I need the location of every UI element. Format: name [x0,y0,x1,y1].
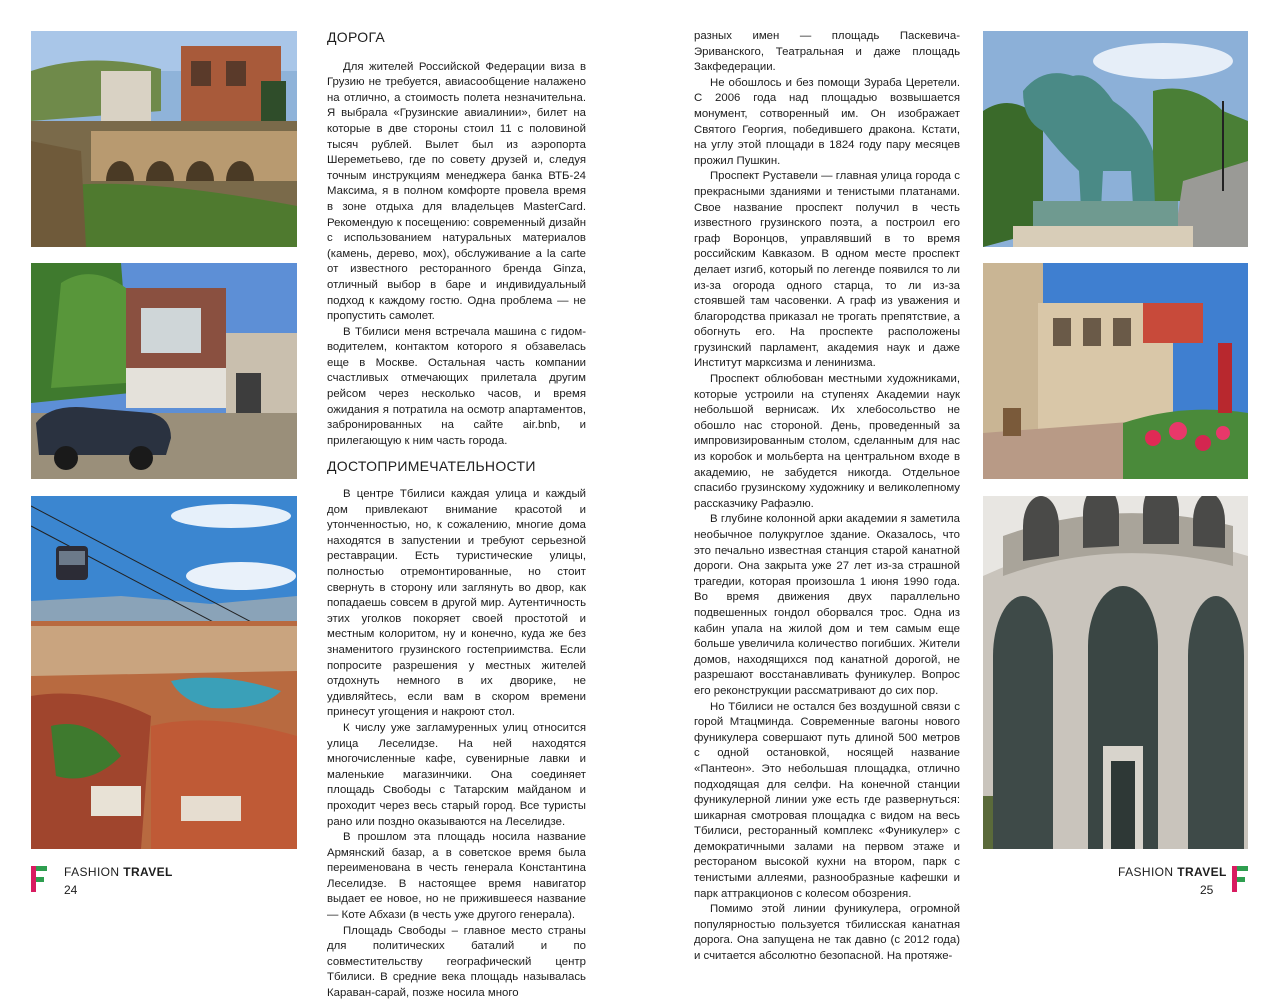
left-text-column [327,30,586,1002]
photo-round-building [983,496,1248,849]
footer-brand-fashion: FASHION [64,865,120,879]
photo-old-town-bridge [31,31,297,247]
paragraph: Проспект облюбован местными художниками, которые устроили на ступенях Академии наук небольшой вернисаж. Их хлебосольство не обошло нас стороной. День, проведенный за импровизированным столом, сделанным для нас из коробок и мольберта на центральном входе в академию, не забудется никогда. Отдельное спасибо грузинскому художнику и великолепному рассказчику Рафаэлю. [694,373,960,510]
paragraph: разных имен — площадь Паскевича-Эриванского, Театральная и даже площадь Закфедерации. [694,30,960,74]
magazine-logo [1232,866,1248,892]
paragraph: Но Тбилиси не остался без воздушной связи с горой Мтацминда. Современные вагоны нового фуникулера совершают путь длиной 500 метров с одной остановкой, носящей название «Пантеон». Это небольшая площадка, отлично подходящая для селфи. На конечной станции фуникулерной линии уже есть где развернуться: шикарная смотровая площадка с видом на весь Тбилиси, ресторанный комплекс «Фуникулер» с демократичными залами на первом этаже и рестораном высокой кухни на втором, парк с тенистыми аллеями, разнообразные кафешки и парк аттракционов с колесом обозрения. [694,700,960,900]
paragraph: Проспект Руставели — главная улица города с прекрасными зданиями и тенистыми платанами. Свое название проспект получил в честь известного грузинского поэта, а построил его граф Воронцов, управлявший в то время российским Кавказом. В одном месте проспект делает изгиб, который по легенде появился то ли из-за огорода одного старца, то ли из-за стоявшей там часовенки. А граф из уважения и благородства приказал не трогать препятствие, а обогнуть его. На проспекте расположены грузинский парламент, академия наук и даже Институт марксизма и ленинизма. [694,170,960,370]
paragraph: Площадь Свободы – главное место страны для политических баталий и по совместительству географический центр Тбилиси. В средние века площадь называлась Караван-сарай, позже носила много [327,924,586,1000]
right-page [640,0,1280,963]
paragraph: В центре Тбилиси каждая улица и каждый дом привлекают внимание красотой и утонченностью, но, к сожалению, многие дома находятся в запустении и требуют серьезной реставрации. Есть туристические улицы, полностью отремонтированные, но стоит свернуть в сторону или заглянуть во двор, как попадаешь совсем в другой мир. Аутентичность этих уголков покоряет своей простотой и местным колоритом, ну и конечно, куда же без знаменитого грузинского гостеприимства. Если попросите разрешения у местных жителей отдохнуть немного в их дворике, не удивляйтесь, если вам в скором времени принесут угощения и накроют стол. [327,488,586,719]
photo-courtyard-car [31,263,297,479]
paragraph: Помимо этой линии фуникулера, огромной популярностью пользуется тбилисская канатная дорога. Она запущена не так давно (с 2012 года) и считается абсолютно безопасной. На протяже- [694,903,960,963]
footer-brand [64,865,173,879]
paragraph: Для жителей Российской Федерации виза в Грузию не требуется, авиасообщение налажено на отлично, а стоимость полета незначительна. Я выбрала «Грузинские авиалинии», билет на которые в две стороны стоил 11 с половиной тысяч рублей. Вылет был из аэропорта Шереметьево, где по совету друзей и, следуя точным инструкциям менеджера банка ВТБ-24 Максима, я в полном комфорте провела время в зоне отдыха для владельцев MasterCard. Рекомендую к посещению: современный дизайн с использованием натуральных материалов (камень, дерево, мох), обслуживание a la carte от известного ресторанного бренда Ginza, отличный выбор в баре и индивидуальный подход к каждому гостю. Одна проблема — не пропустить самолет. [327,60,586,323]
section-title-sights: ДОСТОПРИМЕЧАТЕЛЬНОСТИ [327,458,536,475]
photo-street-flowers [983,263,1248,479]
right-text-column [694,29,960,965]
paragraph: В глубине колонной арки академии я заметила необычное полукруглое здание. Оказалось, что это печально известная станция старой канатной дороги. Она закрыта уже 27 лет из-за страшной трагедии, которая произошла 1 июня 1990 года. Во время движения двух параллельно подвешенных гондол оборвался трос. Одна из кабин упала на жилой дом и тем самым еще больше увеличила количество погибших. Жители домов, находящихся под канатной дорогой, не разрешают восстанавливать фуникулер. Вопрос его реконструкции рассматривают до сих пор. [694,513,960,697]
footer-brand-travel: TRAVEL [123,865,173,879]
photo-cable-car-city [31,496,297,849]
magazine-logo [31,866,47,892]
footer-brand-travel: TRAVEL [1177,865,1227,879]
photo-lion-statue [983,31,1248,247]
section-title-road: ДОРОГА [327,29,386,45]
paragraph: В Тбилиси меня встречала машина с гидом-водителем, контактом которого я обзавелась еще в Москве. Остальная часть компании счастливых отмечающих прилетала другим рейсом через несколько часов, и время ожидания я потратила на осмотр апартаментов, забронированных на сайте air.bnb, и прилегающую к ним часть города. [327,325,586,447]
footer-brand [1118,865,1227,879]
left-page [0,0,640,1000]
paragraph: В прошлом эта площадь носила название Армянский базар, а в советское время была переименована в честь генерала Константина Леселидзе. В настоящее время навигатор выдает ее новое, но не прижившееся название — Коте Абхази (в честь уже другого генерала). [327,831,586,922]
footer-brand-fashion: FASHION [1118,865,1174,879]
page-number: 25 [1200,883,1214,897]
paragraph: Не обошлось и без помощи Зураба Церетели. С 2006 года над площадью возвышается монумент, сотворенный им. Он изображает Святого Георгия, победившего дракона. Кстати, на углу этой площади в 1824 году пару месяцев прожил Пушкин. [694,76,960,167]
page-number: 24 [64,883,78,897]
paragraph: К числу уже загламуренных улиц относится улица Леселидзе. На ней находятся многочисленные кафе, сувенирные лавки и маленькие магазинчики. Она соединяет площадь Свободы с Татарским майданом и проходит через весь старый город. Все туристы рано или поздно оказываются на Леселидзе. [327,721,586,828]
